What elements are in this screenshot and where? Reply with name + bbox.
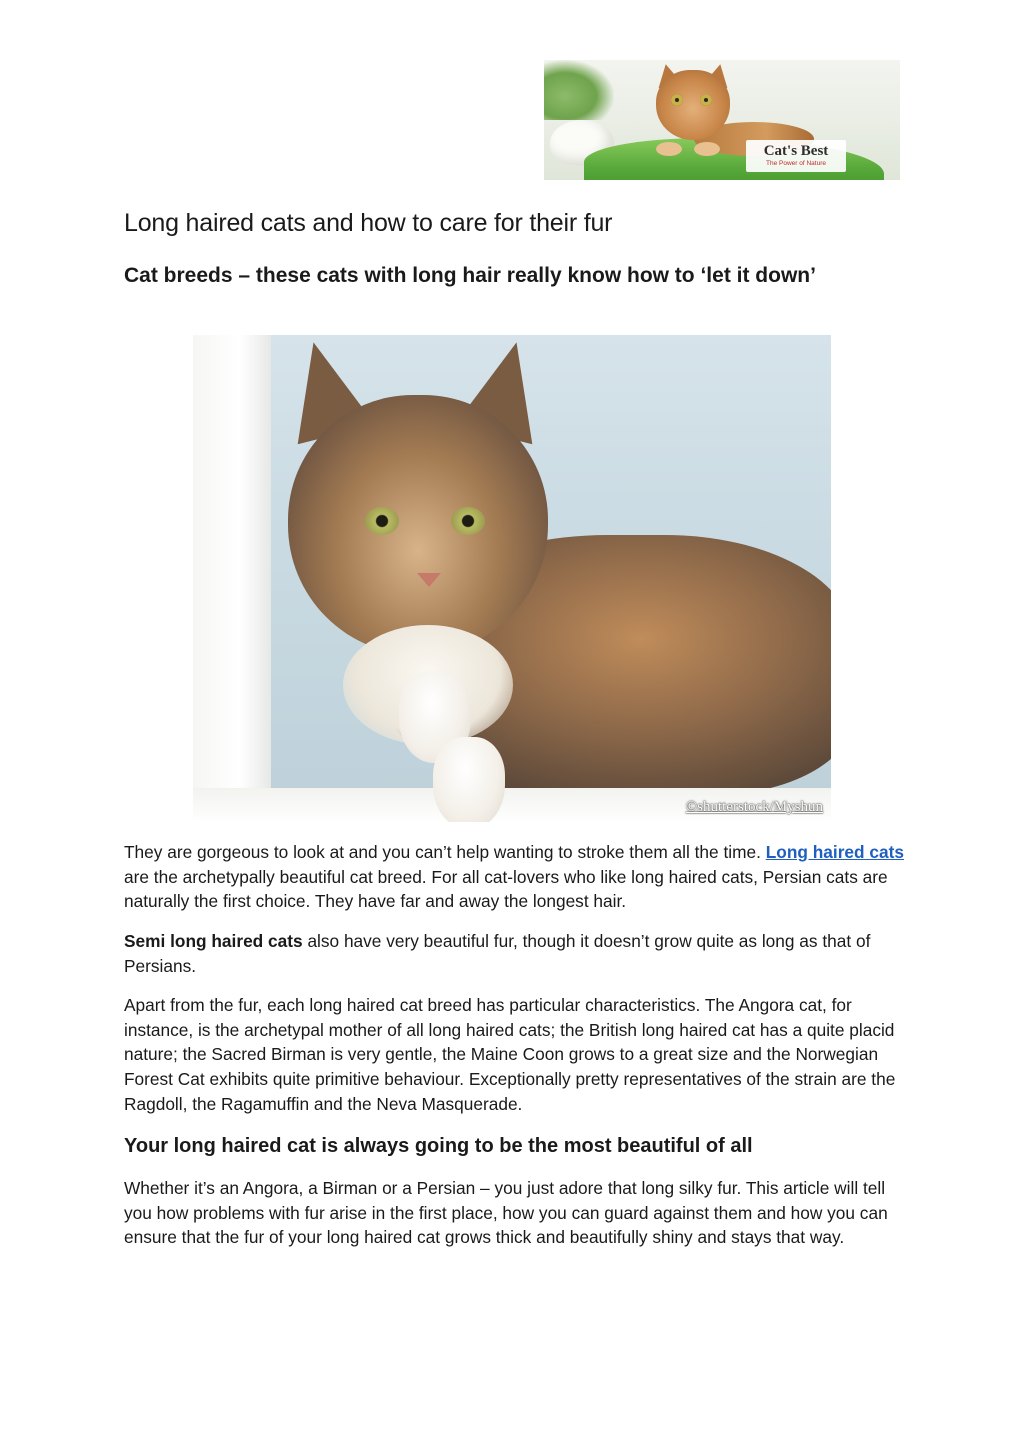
cat-eye bbox=[451, 507, 485, 535]
cat-eye bbox=[365, 507, 399, 535]
semi-long-paragraph bbox=[124, 929, 904, 978]
brand-logo-text: Cat's Best bbox=[763, 143, 829, 159]
banner-cat-paw bbox=[656, 142, 682, 156]
banner-cat-paw bbox=[694, 142, 720, 156]
photo-credit: ©shutterstock/Myshun bbox=[685, 799, 823, 815]
semi-long-bold: Semi long haired cats bbox=[124, 931, 303, 951]
banner-cat-eye bbox=[700, 94, 712, 106]
document-title: Long haired cats and how to care for their fur bbox=[124, 209, 613, 237]
plant-decoration bbox=[544, 60, 614, 120]
intro-text-before: They are gorgeous to look at and you can’t help wanting to stroke them all the time. bbox=[124, 842, 766, 862]
brand-logo bbox=[746, 140, 846, 172]
semi-long-text: also have very beautiful fur, though it doesn’t grow quite as long as that of Persians. bbox=[124, 931, 871, 976]
banner-cat-head bbox=[656, 70, 730, 140]
cat-paw bbox=[433, 737, 505, 822]
cats-best-banner bbox=[544, 60, 900, 180]
long-haired-cats-link[interactable]: Long haired cats bbox=[765, 842, 904, 862]
cat-nose bbox=[417, 573, 441, 587]
intro-text-after: are the archetypally beautiful cat breed. For all cat-lovers who like long haired cats, Persian cats are naturally the first choice. They have far and away the longest hair. bbox=[124, 866, 888, 912]
article-intro-paragraph: Whether it’s an Angora, a Birman or a Persian – you just adore that long silky fur. This article will tell you how problems with fur arise in the first place, how you can guard against them and how you can ensure that the fur of your long haired cat grows thick and beautifully shiny and stays that way. bbox=[124, 1178, 888, 1248]
brand-tagline: The Power of Nature bbox=[766, 160, 826, 167]
long-haired-cat-photo bbox=[193, 335, 831, 822]
section-heading: Your long haired cat is always going to be the most beautiful of all bbox=[124, 1135, 753, 1157]
window-frame bbox=[193, 335, 271, 822]
document-subtitle: Cat breeds – these cats with long hair really know how to ‘let it down’ bbox=[124, 264, 816, 287]
cat-head bbox=[288, 395, 548, 655]
banner-cat-eye bbox=[671, 94, 683, 106]
breeds-paragraph: Apart from the fur, each long haired cat breed has particular characteristics. The Angora cat, for instance, is the archetypal mother of all long haired cats; the British long haired cat has a quite placid nature; the Sacred Birman is very gentle, the Maine Coon grows to a great size and the Norwegian Forest Cat exhibits quite primitive behaviour. Exceptionally pretty representatives of the strain are the Ragdoll, the Ragamuffin and the Neva Masquerade. bbox=[124, 995, 896, 1114]
intro-paragraph bbox=[124, 840, 904, 914]
